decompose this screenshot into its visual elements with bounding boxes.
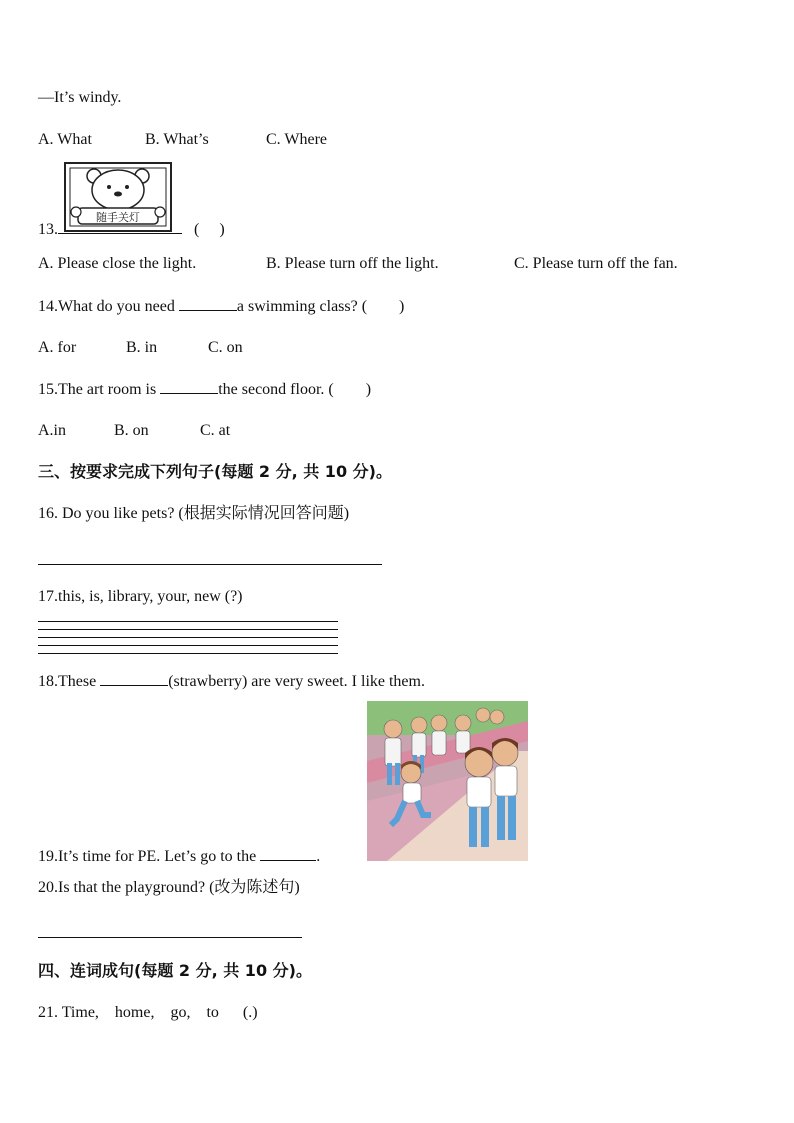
q12-options bbox=[38, 130, 327, 150]
q17-answer-line-4 bbox=[38, 645, 338, 646]
q12-answer-line: —It’s windy. bbox=[38, 89, 122, 106]
q17-answer-line-5 bbox=[38, 653, 338, 654]
q15-stem bbox=[38, 379, 371, 400]
q14-text-after: a swimming class? ( ) bbox=[236, 298, 405, 315]
q13-options bbox=[38, 254, 678, 274]
q15-option-b: B. on bbox=[114, 422, 149, 439]
q14-option-c: C. on bbox=[208, 339, 243, 356]
q15-blank bbox=[160, 379, 218, 394]
q18-text-after: (strawberry) are very sweet. I like them. bbox=[168, 673, 425, 690]
q21-stem: 21. Time, home, go, to (.) bbox=[38, 1004, 258, 1021]
q16-stem: 16. Do you like pets? (根据实际情况回答问题) bbox=[38, 505, 350, 522]
q15-text-after: the second floor. ( ) bbox=[218, 381, 372, 398]
q13-option-b: B. Please turn off the light. bbox=[266, 255, 439, 272]
q17-stem: 17.this, is, library, your, new (?) bbox=[38, 588, 243, 605]
q20-stem: 20.Is that the playground? (改为陈述句) bbox=[38, 879, 300, 896]
q15-option-c: C. at bbox=[200, 422, 231, 439]
section-3-heading: 三、按要求完成下列句子(每题 2 分, 共 10 分)。 bbox=[38, 462, 392, 481]
q14-option-a: A. for bbox=[38, 339, 77, 356]
q17-answer-line-2 bbox=[38, 629, 338, 630]
q18-stem bbox=[38, 671, 425, 692]
q19-blank bbox=[260, 846, 316, 861]
q14-options bbox=[38, 338, 243, 358]
section-4-heading: 四、连词成句(每题 2 分, 共 10 分)。 bbox=[38, 961, 312, 980]
q14-stem bbox=[38, 296, 404, 317]
q13-option-c: C. Please turn off the fan. bbox=[514, 255, 678, 272]
q18-text-before: 18.These bbox=[38, 673, 97, 690]
sign-text: 随手关灯 bbox=[96, 211, 140, 224]
q20-answer-line bbox=[38, 937, 302, 938]
q16-answer-line bbox=[38, 564, 382, 565]
q13-option-a: A. Please close the light. bbox=[38, 255, 197, 272]
q13-answer-paren: ( ) bbox=[194, 221, 225, 238]
q14-text-before: 14.What do you need bbox=[38, 298, 175, 315]
q13-number: 13. bbox=[38, 221, 58, 238]
q19-stem bbox=[38, 846, 320, 867]
q17-answer-line-1 bbox=[38, 621, 338, 622]
q19-period: . bbox=[316, 848, 321, 865]
q14-option-b: B. in bbox=[126, 339, 158, 356]
q13-stem bbox=[38, 220, 225, 240]
q14-blank bbox=[179, 296, 237, 311]
q12-option-c: C. Where bbox=[266, 131, 328, 148]
q12-option-a: A. What bbox=[38, 131, 92, 148]
q15-option-a: A.in bbox=[38, 422, 66, 439]
q17-answer-line-3 bbox=[38, 637, 338, 638]
q15-text-before: 15.The art room is bbox=[38, 381, 157, 398]
q18-blank bbox=[100, 671, 168, 686]
q15-options bbox=[38, 421, 230, 441]
pe-class-long-jump-illustration bbox=[367, 701, 528, 861]
q12-option-b: B. What’s bbox=[145, 131, 209, 148]
q19-text: 19.It’s time for PE. Let’s go to the bbox=[38, 848, 257, 865]
